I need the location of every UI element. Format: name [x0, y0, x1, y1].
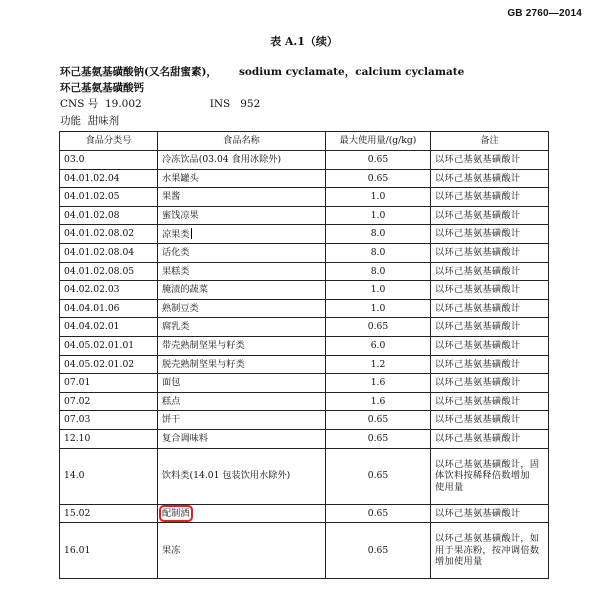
cell-note: 以环己基氨基磺酸计 — [431, 225, 549, 244]
function-line — [60, 113, 119, 128]
additive-name-cn-2: 环己基氨基磺酸钙 — [60, 82, 144, 94]
cell-note: 以环己基氨基磺酸计 — [431, 188, 549, 207]
cell-name[interactable]: 饼干 — [158, 411, 326, 430]
cell-note: 以环己基氨基磺酸计 — [431, 169, 549, 188]
cell-name[interactable]: 熟制豆类 — [158, 299, 326, 318]
table-row — [60, 523, 549, 579]
table-row — [60, 336, 549, 355]
table-row — [60, 392, 549, 411]
cell-code: 07.03 — [60, 411, 158, 430]
cell-code: 07.01 — [60, 374, 158, 393]
cell-max: 0.65 — [326, 448, 431, 504]
cell-max: 0.65 — [326, 429, 431, 448]
header-food-name: 食品名称 — [158, 132, 326, 151]
table-row — [60, 318, 549, 337]
additive-name-cn: 环己基氨基磺酸钠(又名甜蜜素)， — [60, 66, 217, 78]
cell-code: 04.01.02.05 — [60, 188, 158, 207]
cell-max: 0.65 — [326, 151, 431, 170]
cell-code: 04.05.02.01.02 — [60, 355, 158, 374]
table-row — [60, 225, 549, 244]
cell-code: 04.01.02.08.04 — [60, 243, 158, 262]
cell-name[interactable]: 话化类 — [158, 243, 326, 262]
cell-max: 0.65 — [326, 504, 431, 523]
cell-code: 16.01 — [60, 523, 158, 579]
cell-name[interactable]: 水果罐头 — [158, 169, 326, 188]
cell-code: 04.01.02.08.05 — [60, 262, 158, 281]
cell-max: 1.0 — [326, 281, 431, 300]
cell-max: 1.0 — [326, 299, 431, 318]
cell-name[interactable]: 复合调味料 — [158, 429, 326, 448]
table-row — [60, 188, 549, 207]
cell-code: 07.02 — [60, 392, 158, 411]
note-line: 用于果冻粉，按冲调倍数 — [435, 544, 540, 556]
cell-note: 以环己基氨基磺酸计 — [431, 151, 549, 170]
cell-note — [431, 523, 549, 579]
cell-name[interactable]: 果酱 — [158, 188, 326, 207]
note-line: 以环己基氨基磺酸计，固 — [435, 458, 540, 470]
note-line: 使用量 — [435, 481, 464, 493]
table-row — [60, 206, 549, 225]
text-cursor — [191, 228, 192, 239]
cell-note: 以环己基氨基磺酸计 — [431, 411, 549, 430]
cell-name[interactable]: 带壳熟制坚果与籽类 — [158, 336, 326, 355]
table-row — [60, 411, 549, 430]
cell-note: 以环己基氨基磺酸计 — [431, 243, 549, 262]
cell-note: 以环己基氨基磺酸计 — [431, 429, 549, 448]
cell-name[interactable]: 脱壳熟制坚果与籽类 — [158, 355, 326, 374]
cell-code: 14.0 — [60, 448, 158, 504]
standard-number: GB 2760—2014 — [507, 8, 582, 19]
cell-note: 以环己基氨基磺酸计 — [431, 392, 549, 411]
additive-name-en: sodium cyclamate，calcium cyclamate — [238, 66, 465, 78]
header-category-code: 食品分类号 — [60, 132, 158, 151]
cell-max: 6.0 — [326, 336, 431, 355]
cell-max: 1.6 — [326, 374, 431, 393]
cell-code: 15.02 — [60, 504, 158, 523]
cell-name[interactable]: 腐乳类 — [158, 318, 326, 337]
cell-name[interactable]: 蜜饯凉果 — [158, 206, 326, 225]
cns-value: 19.002 — [104, 98, 142, 110]
cell-code: 04.01.02.04 — [60, 169, 158, 188]
cell-max: 1.6 — [326, 392, 431, 411]
cell-name[interactable]: 果冻 — [158, 523, 326, 579]
table-row — [60, 374, 549, 393]
cell-note: 以环己基氨基磺酸计 — [431, 504, 549, 523]
highlighted-food-name[interactable]: 配制酒 — [162, 507, 190, 519]
cell-note: 以环己基氨基磺酸计 — [431, 281, 549, 300]
ins-label: INS — [209, 98, 231, 110]
cell-note — [431, 448, 549, 504]
cell-max: 8.0 — [326, 262, 431, 281]
table-row — [60, 281, 549, 300]
cell-note: 以环己基氨基磺酸计 — [431, 206, 549, 225]
cell-code: 04.04.01.06 — [60, 299, 158, 318]
table-title: 表 A.1（续） — [270, 35, 338, 48]
cell-max: 0.65 — [326, 411, 431, 430]
header-remark: 备注 — [431, 132, 549, 151]
cell-note: 以环己基氨基磺酸计 — [431, 336, 549, 355]
additive-name-line — [60, 64, 464, 79]
cell-note: 以环己基氨基磺酸计 — [431, 355, 549, 374]
usage-table — [59, 131, 549, 579]
table-row — [60, 429, 549, 448]
cell-max: 0.65 — [326, 523, 431, 579]
cell-name[interactable]: 果糕类 — [158, 262, 326, 281]
cell-code: 04.02.02.03 — [60, 281, 158, 300]
table-row — [60, 262, 549, 281]
table-header-row — [60, 132, 549, 151]
cell-name[interactable] — [158, 225, 326, 244]
cell-max: 1.0 — [326, 188, 431, 207]
function-value: 甜味剂 — [87, 115, 120, 127]
cell-code: 04.01.02.08.02 — [60, 225, 158, 244]
function-label: 功能 — [60, 115, 81, 127]
table-row — [60, 448, 549, 504]
cell-code: 04.05.02.01.01 — [60, 336, 158, 355]
cell-code: 12.10 — [60, 429, 158, 448]
table-row — [60, 243, 549, 262]
cell-name[interactable]: 糕点 — [158, 392, 326, 411]
cell-name[interactable]: 饮料类(14.01 包装饮用水除外) — [158, 448, 326, 504]
table-row — [60, 169, 549, 188]
note-line: 以环己基氨基磺酸计，如 — [435, 533, 540, 545]
cell-note: 以环己基氨基磺酸计 — [431, 318, 549, 337]
cns-label: CNS 号 — [60, 98, 99, 110]
table-row — [60, 504, 549, 523]
cell-note: 以环己基氨基磺酸计 — [431, 299, 549, 318]
note-line: 增加使用量 — [435, 556, 483, 568]
cell-max: 0.65 — [326, 169, 431, 188]
cell-code: 04.01.02.08 — [60, 206, 158, 225]
cell-name[interactable]: 冷冻饮品(03.04 食用冰除外) — [158, 151, 326, 170]
note-line: 体饮料按稀释倍数增加 — [435, 470, 530, 482]
cell-note: 以环己基氨基磺酸计 — [431, 374, 549, 393]
table-row — [60, 355, 549, 374]
cell-code: 03.0 — [60, 151, 158, 170]
cell-max: 1.2 — [326, 355, 431, 374]
code-line — [60, 96, 260, 111]
cell-name[interactable] — [158, 504, 326, 523]
cell-name[interactable]: 面包 — [158, 374, 326, 393]
cell-note: 以环己基氨基磺酸计 — [431, 262, 549, 281]
ins-value: 952 — [240, 98, 261, 110]
cell-code: 04.04.02.01 — [60, 318, 158, 337]
table-row — [60, 299, 549, 318]
cell-max: 8.0 — [326, 243, 431, 262]
cell-name[interactable]: 腌渍的蔬菜 — [158, 281, 326, 300]
cell-max: 8.0 — [326, 225, 431, 244]
cell-max: 1.0 — [326, 206, 431, 225]
table-row — [60, 151, 549, 170]
cell-name-text: 凉果类 — [162, 228, 190, 240]
cell-max: 0.65 — [326, 318, 431, 337]
header-max-usage: 最大使用量/(g/kg) — [326, 132, 431, 151]
